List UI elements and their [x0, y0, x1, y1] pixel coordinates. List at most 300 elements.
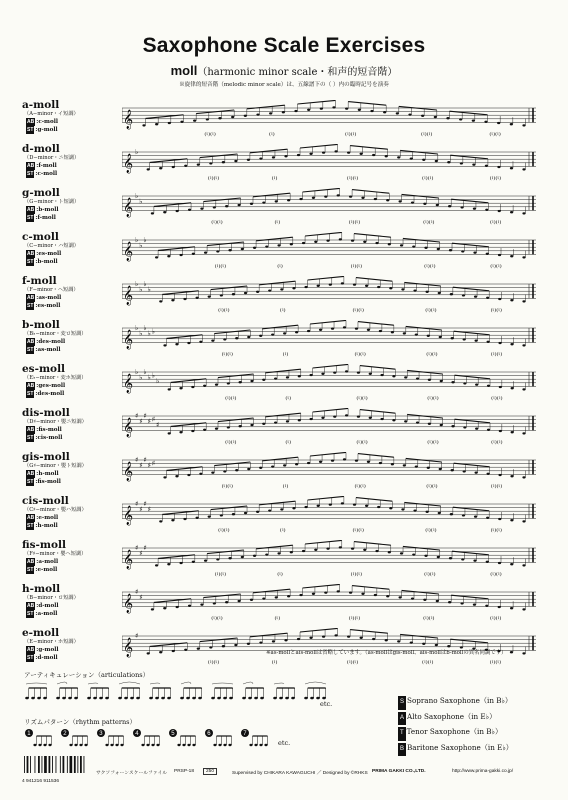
key-signature-icon: ♭ [139, 241, 143, 250]
note-head [304, 697, 308, 700]
note-head [155, 123, 158, 125]
note-head [337, 194, 340, 196]
note-head [282, 111, 285, 113]
note-head [48, 744, 51, 746]
note-head [423, 599, 426, 601]
scale-name: f-moll [22, 275, 57, 287]
note-head [283, 464, 286, 466]
note-head [211, 697, 215, 700]
note-head [463, 426, 466, 428]
note-head [218, 744, 221, 746]
key-signature-icon: ♯ [139, 417, 143, 426]
note-head [322, 151, 325, 153]
scale-row [22, 364, 544, 408]
note-head [333, 415, 336, 417]
note-head [363, 549, 366, 551]
note-head [163, 344, 166, 346]
scale-name: fis-moll [22, 539, 66, 551]
melodic-accidental: (♮)(♮) [225, 439, 237, 446]
note-head [33, 744, 36, 746]
note-head [437, 556, 440, 558]
treble-clef-icon: 𝄞 [123, 461, 134, 482]
note-head [234, 644, 237, 646]
note-head [275, 596, 278, 598]
note-head [522, 608, 525, 610]
note-head [486, 517, 489, 519]
note-head [307, 330, 310, 332]
note-head [380, 374, 383, 376]
note-head [228, 744, 231, 746]
note-head [404, 376, 407, 378]
note-head [244, 292, 247, 294]
note-head [167, 697, 171, 700]
melodic-accidental: (♮)(♮) [490, 483, 503, 490]
note-head [247, 159, 250, 161]
rhythm-etc: etc. [278, 739, 291, 747]
note-head [415, 333, 418, 335]
alto-baritone-key: AB :es-moll [27, 251, 62, 257]
note-head [392, 419, 395, 421]
note-head [322, 697, 326, 700]
melodic-accidental: (♮)(♮) [490, 527, 502, 534]
note-head [110, 744, 113, 746]
note-head [172, 650, 175, 652]
note-head [259, 157, 262, 159]
scale-name: a-moll [22, 99, 60, 111]
note-head [343, 458, 346, 460]
note-head [353, 283, 356, 285]
note-head [159, 651, 162, 653]
note-head [357, 415, 360, 417]
melodic-accidental: (♮)(♮) [218, 527, 230, 534]
key-signature-icon: ♯ [143, 412, 147, 420]
note-head [310, 697, 314, 700]
melodic-accidental: (♮)(♮) [421, 131, 433, 138]
note-head [396, 112, 399, 114]
note-head [511, 387, 514, 389]
rhythm-label: リズムパターン（rhythm patterns） [24, 718, 136, 726]
note-head [175, 475, 178, 477]
note-head [400, 552, 403, 554]
note-head [299, 594, 302, 596]
note-head [424, 247, 427, 249]
note-head [510, 563, 513, 565]
scale-row [22, 276, 544, 320]
key-signature-icon: ♭ [139, 373, 143, 382]
note-head [498, 298, 501, 300]
scale-english: （G♯−minor・嬰ト短調） [24, 463, 87, 469]
note-head [124, 697, 128, 700]
note-head [37, 697, 41, 700]
page-title: Saxophone Scale Exercises [142, 34, 426, 57]
legend-alto: A Alto Saxophone（in E♭） [398, 710, 513, 726]
note-head [84, 744, 87, 746]
melodic-accidental: (♮)(♮) [427, 395, 439, 402]
note-head [277, 244, 280, 246]
note-head [410, 157, 413, 159]
note-head [475, 427, 478, 429]
note-head [497, 166, 500, 168]
note-head [510, 167, 513, 169]
melodic-accidental: (♮) [277, 263, 283, 270]
note-head [312, 197, 315, 199]
note-head [254, 697, 258, 700]
note-head [277, 552, 280, 554]
note-head [192, 253, 195, 255]
note-head [472, 163, 475, 165]
melodic-accidental: (♮) [274, 219, 281, 226]
key-signature-icon: ♭ [147, 285, 151, 294]
note-head [294, 110, 297, 112]
note-head [463, 382, 466, 384]
melodic-accidental: (♮)(♮) [489, 131, 501, 138]
note-head [253, 247, 256, 249]
melodic-accidental: (♮) [274, 615, 281, 622]
melodic-accidental: (♮)(♮) [218, 307, 230, 314]
soprano-tenor-key: ST :es-moll [27, 303, 61, 309]
barcode [22, 756, 92, 778]
note-head [269, 112, 272, 114]
note-head [31, 697, 35, 700]
key-signature-icon: ♭ [151, 371, 156, 380]
note-head [485, 605, 488, 607]
note-head [448, 601, 451, 603]
note-head [522, 388, 525, 390]
note-head [498, 518, 501, 520]
note-head [320, 107, 323, 109]
note-head [25, 697, 29, 700]
note-head [335, 634, 338, 636]
note-head [302, 550, 305, 552]
product-code: PRSP-18 [174, 769, 194, 774]
melodic-accidental: (♮)(♮) [207, 175, 220, 182]
note-head [275, 200, 278, 202]
note-head [228, 557, 231, 559]
alto-baritone-key: AB :g-moll [27, 647, 59, 653]
note-head [227, 382, 230, 384]
note-head [522, 432, 525, 434]
note-head [421, 115, 424, 117]
note-head [446, 117, 449, 119]
note-head [372, 154, 375, 156]
note-head [222, 161, 225, 163]
note-head [486, 253, 489, 255]
note-head [333, 371, 336, 373]
enharmonic-note: ※as-mollとais-mollは省略しています。（as-mollはgis-moll、ais-mollはb-mollの異名同調です） [266, 650, 507, 656]
soprano-tenor-key: ST :h-moll [27, 523, 58, 529]
note-head [310, 374, 313, 376]
note-head [220, 514, 223, 516]
alto-baritone-key: AB :d-moll [27, 603, 59, 609]
note-head [403, 332, 406, 334]
scale-key [22, 276, 122, 310]
note-head [522, 212, 525, 214]
note-head [213, 744, 216, 746]
melodic-accidental: (♮)(♮) [425, 307, 437, 314]
scale-staff [122, 364, 546, 408]
melodic-accidental: (♮)(♮) [214, 571, 227, 578]
note-head [485, 209, 488, 211]
alto-baritone-key: AB :fis-moll [27, 427, 62, 433]
melodic-accidental: (♮)(♮) [422, 175, 434, 182]
note-head [438, 512, 441, 514]
scale-english: （E♭−minor・変ホ短調） [24, 375, 87, 381]
note-head [343, 326, 346, 328]
note-head [68, 697, 72, 700]
note-head [256, 291, 259, 293]
note-head [179, 562, 182, 564]
note-head [249, 744, 252, 746]
melodic-accidental: (♮)(♮) [423, 615, 435, 622]
note-head [385, 155, 388, 157]
melodic-accidental: (♮)(♮) [490, 571, 502, 578]
scale-name: c-moll [22, 231, 59, 243]
treble-clef-icon: 𝄞 [123, 153, 134, 174]
note-head [204, 251, 207, 253]
note-head [167, 563, 170, 565]
key-signature-icon: ♯ [156, 421, 160, 429]
alto-baritone-key: AB :ges-moll [27, 383, 66, 389]
note-head [99, 697, 103, 700]
scale-name: dis-moll [22, 407, 70, 419]
key-signature-icon: ♯ [135, 632, 139, 640]
soprano-tenor-key: ST :g-moll [27, 127, 58, 133]
note-head [440, 424, 443, 426]
svg-text:6: 6 [207, 731, 211, 738]
treble-clef-icon: 𝄞 [123, 637, 134, 658]
note-head [386, 595, 389, 597]
note-head [331, 327, 334, 329]
note-head [345, 107, 348, 109]
note-head [168, 388, 171, 390]
page-subtitle [0, 63, 568, 78]
note-head [374, 198, 377, 200]
scale-row [22, 540, 544, 584]
note-head [326, 547, 329, 549]
note-head [321, 417, 324, 419]
note-head [286, 420, 289, 422]
note-head [247, 336, 250, 338]
note-head [427, 335, 430, 337]
scale-key [22, 320, 122, 354]
note-head [324, 591, 327, 593]
note-head [287, 199, 290, 201]
scale-english: （D♯−minor・嬰ニ短調） [24, 419, 87, 425]
note-head [389, 507, 392, 509]
note-head [522, 476, 525, 478]
scale-row [22, 188, 544, 232]
note-head [272, 640, 275, 642]
note-head [223, 470, 226, 472]
note-head [408, 113, 411, 115]
note-head [436, 204, 439, 206]
key-signature-icon: ♯ [151, 459, 156, 468]
note-head [498, 342, 501, 344]
treble-clef-icon: 𝄞 [123, 241, 134, 262]
note-head [159, 520, 162, 522]
note-head [475, 339, 478, 341]
note-head [337, 590, 340, 592]
note-head [475, 383, 478, 385]
note-head [187, 342, 190, 344]
note-head [256, 511, 259, 513]
subtitle-main: moll [170, 63, 198, 78]
note-head [415, 465, 418, 467]
note-head [522, 564, 525, 566]
scale-english: （F−minor・ヘ短調） [24, 287, 79, 293]
melodic-accidental: (♮) [285, 395, 292, 402]
note-head [428, 379, 431, 381]
note-head [280, 508, 283, 510]
key-signature-icon: ♭ [143, 280, 147, 288]
note-head [183, 518, 186, 520]
price: 250 [203, 768, 217, 775]
note-head [472, 119, 475, 121]
melodic-accidental: (♮) [279, 527, 286, 534]
note-head [312, 593, 315, 595]
note-head [256, 113, 259, 115]
note-head [365, 505, 368, 507]
note-head [460, 162, 463, 164]
note-head [510, 299, 513, 301]
note-head [427, 467, 430, 469]
scale-key [22, 584, 122, 618]
note-head [208, 295, 211, 297]
scale-name: g-moll [22, 187, 60, 199]
note-head [422, 643, 425, 645]
note-head [168, 432, 171, 434]
note-head [498, 562, 501, 564]
note-head [179, 387, 182, 389]
note-head [180, 697, 184, 700]
soprano-tenor-key: ST :fis-moll [27, 479, 61, 485]
melodic-accidental: (♮)(♮) [426, 351, 438, 358]
soprano-tenor-key: ST :des-moll [27, 391, 65, 397]
note-head [448, 205, 451, 207]
note-head [473, 603, 476, 605]
note-head [510, 255, 513, 257]
note-head [262, 423, 265, 425]
key-signature-icon: ♭ [135, 324, 139, 332]
note-head [225, 205, 228, 207]
note-head [38, 744, 41, 746]
note-head [208, 515, 211, 517]
note-head [473, 207, 476, 209]
note-head [188, 605, 191, 607]
melodic-accidental: (♮)(♮) [356, 395, 368, 402]
treble-clef-icon: 𝄞 [123, 417, 134, 438]
note-head [196, 297, 199, 299]
note-head [510, 607, 513, 609]
note-head [179, 254, 182, 256]
melodic-accidental: (♮)(♮) [348, 219, 361, 226]
note-head [411, 597, 414, 599]
note-head [79, 744, 82, 746]
articulations-label: アーティキュレーション（articulations） [24, 671, 150, 679]
alto-baritone-key: AB :f-moll [27, 163, 57, 169]
note-head [487, 341, 490, 343]
melodic-accidental: (♮)(♮) [211, 219, 223, 226]
key-signature-icon: ♭ [151, 327, 156, 336]
note-head [498, 254, 501, 256]
note-head [167, 255, 170, 257]
note-head [374, 594, 377, 596]
note-head [319, 461, 322, 463]
note-head [244, 512, 247, 514]
note-head [176, 606, 179, 608]
note-head [43, 744, 46, 746]
note-head [223, 338, 226, 340]
key-signature-icon: ♭ [147, 329, 151, 338]
note-head [372, 638, 375, 640]
note-head [341, 502, 344, 504]
note-head [161, 697, 165, 700]
svg-text:4: 4 [135, 731, 139, 738]
melodic-accidental: (♮) [277, 571, 283, 578]
note-head [260, 697, 264, 700]
note-head [412, 245, 415, 247]
note-head [183, 298, 186, 300]
note-head [216, 558, 219, 560]
note-head [375, 242, 378, 244]
note-head [225, 601, 228, 603]
note-head [367, 329, 370, 331]
scale-row [22, 232, 544, 276]
note-head [284, 639, 287, 641]
scale-name: d-moll [22, 143, 60, 155]
note-head [399, 596, 402, 598]
note-head [463, 338, 466, 340]
note-head [149, 697, 153, 700]
scale-staff [122, 276, 546, 320]
note-head [187, 474, 190, 476]
website-link[interactable]: http://www.prima-gakki.co.jp/ [452, 769, 514, 774]
treble-clef-icon: 𝄞 [123, 593, 134, 614]
alto-baritone-key: AB :b-moll [27, 207, 59, 213]
note-head [203, 385, 206, 387]
key-signature-icon: ♭ [139, 329, 143, 338]
key-signature-icon: ♯ [139, 593, 143, 602]
publisher: PRIMA GAKKI CO.,LTD. [372, 769, 426, 774]
melodic-accidental: (♮)(♮) [207, 659, 220, 666]
note-head [200, 603, 203, 605]
scale-key [22, 144, 122, 178]
melodic-accidental: (♮)(♮) [356, 439, 368, 446]
note-head [484, 121, 487, 123]
note-head [335, 150, 338, 152]
note-head [62, 697, 66, 700]
note-head [241, 248, 244, 250]
note-head [353, 503, 356, 505]
articulation-patterns [24, 680, 334, 706]
melodic-accidental: (♮)(♮) [348, 615, 361, 622]
articulations-etc: etc. [320, 700, 333, 708]
scale-english: （E−minor・ホ短調） [24, 639, 79, 645]
note-head [136, 697, 140, 700]
note-head [450, 513, 453, 515]
note-head [198, 697, 202, 700]
note-head [192, 697, 196, 700]
note-head [451, 381, 454, 383]
note-head [268, 509, 271, 511]
note-head [155, 564, 158, 566]
note-head [192, 561, 195, 563]
note-head [231, 116, 234, 118]
note-head [259, 641, 262, 643]
note-head [347, 635, 350, 637]
note-head [355, 459, 358, 461]
note-head [163, 607, 166, 609]
